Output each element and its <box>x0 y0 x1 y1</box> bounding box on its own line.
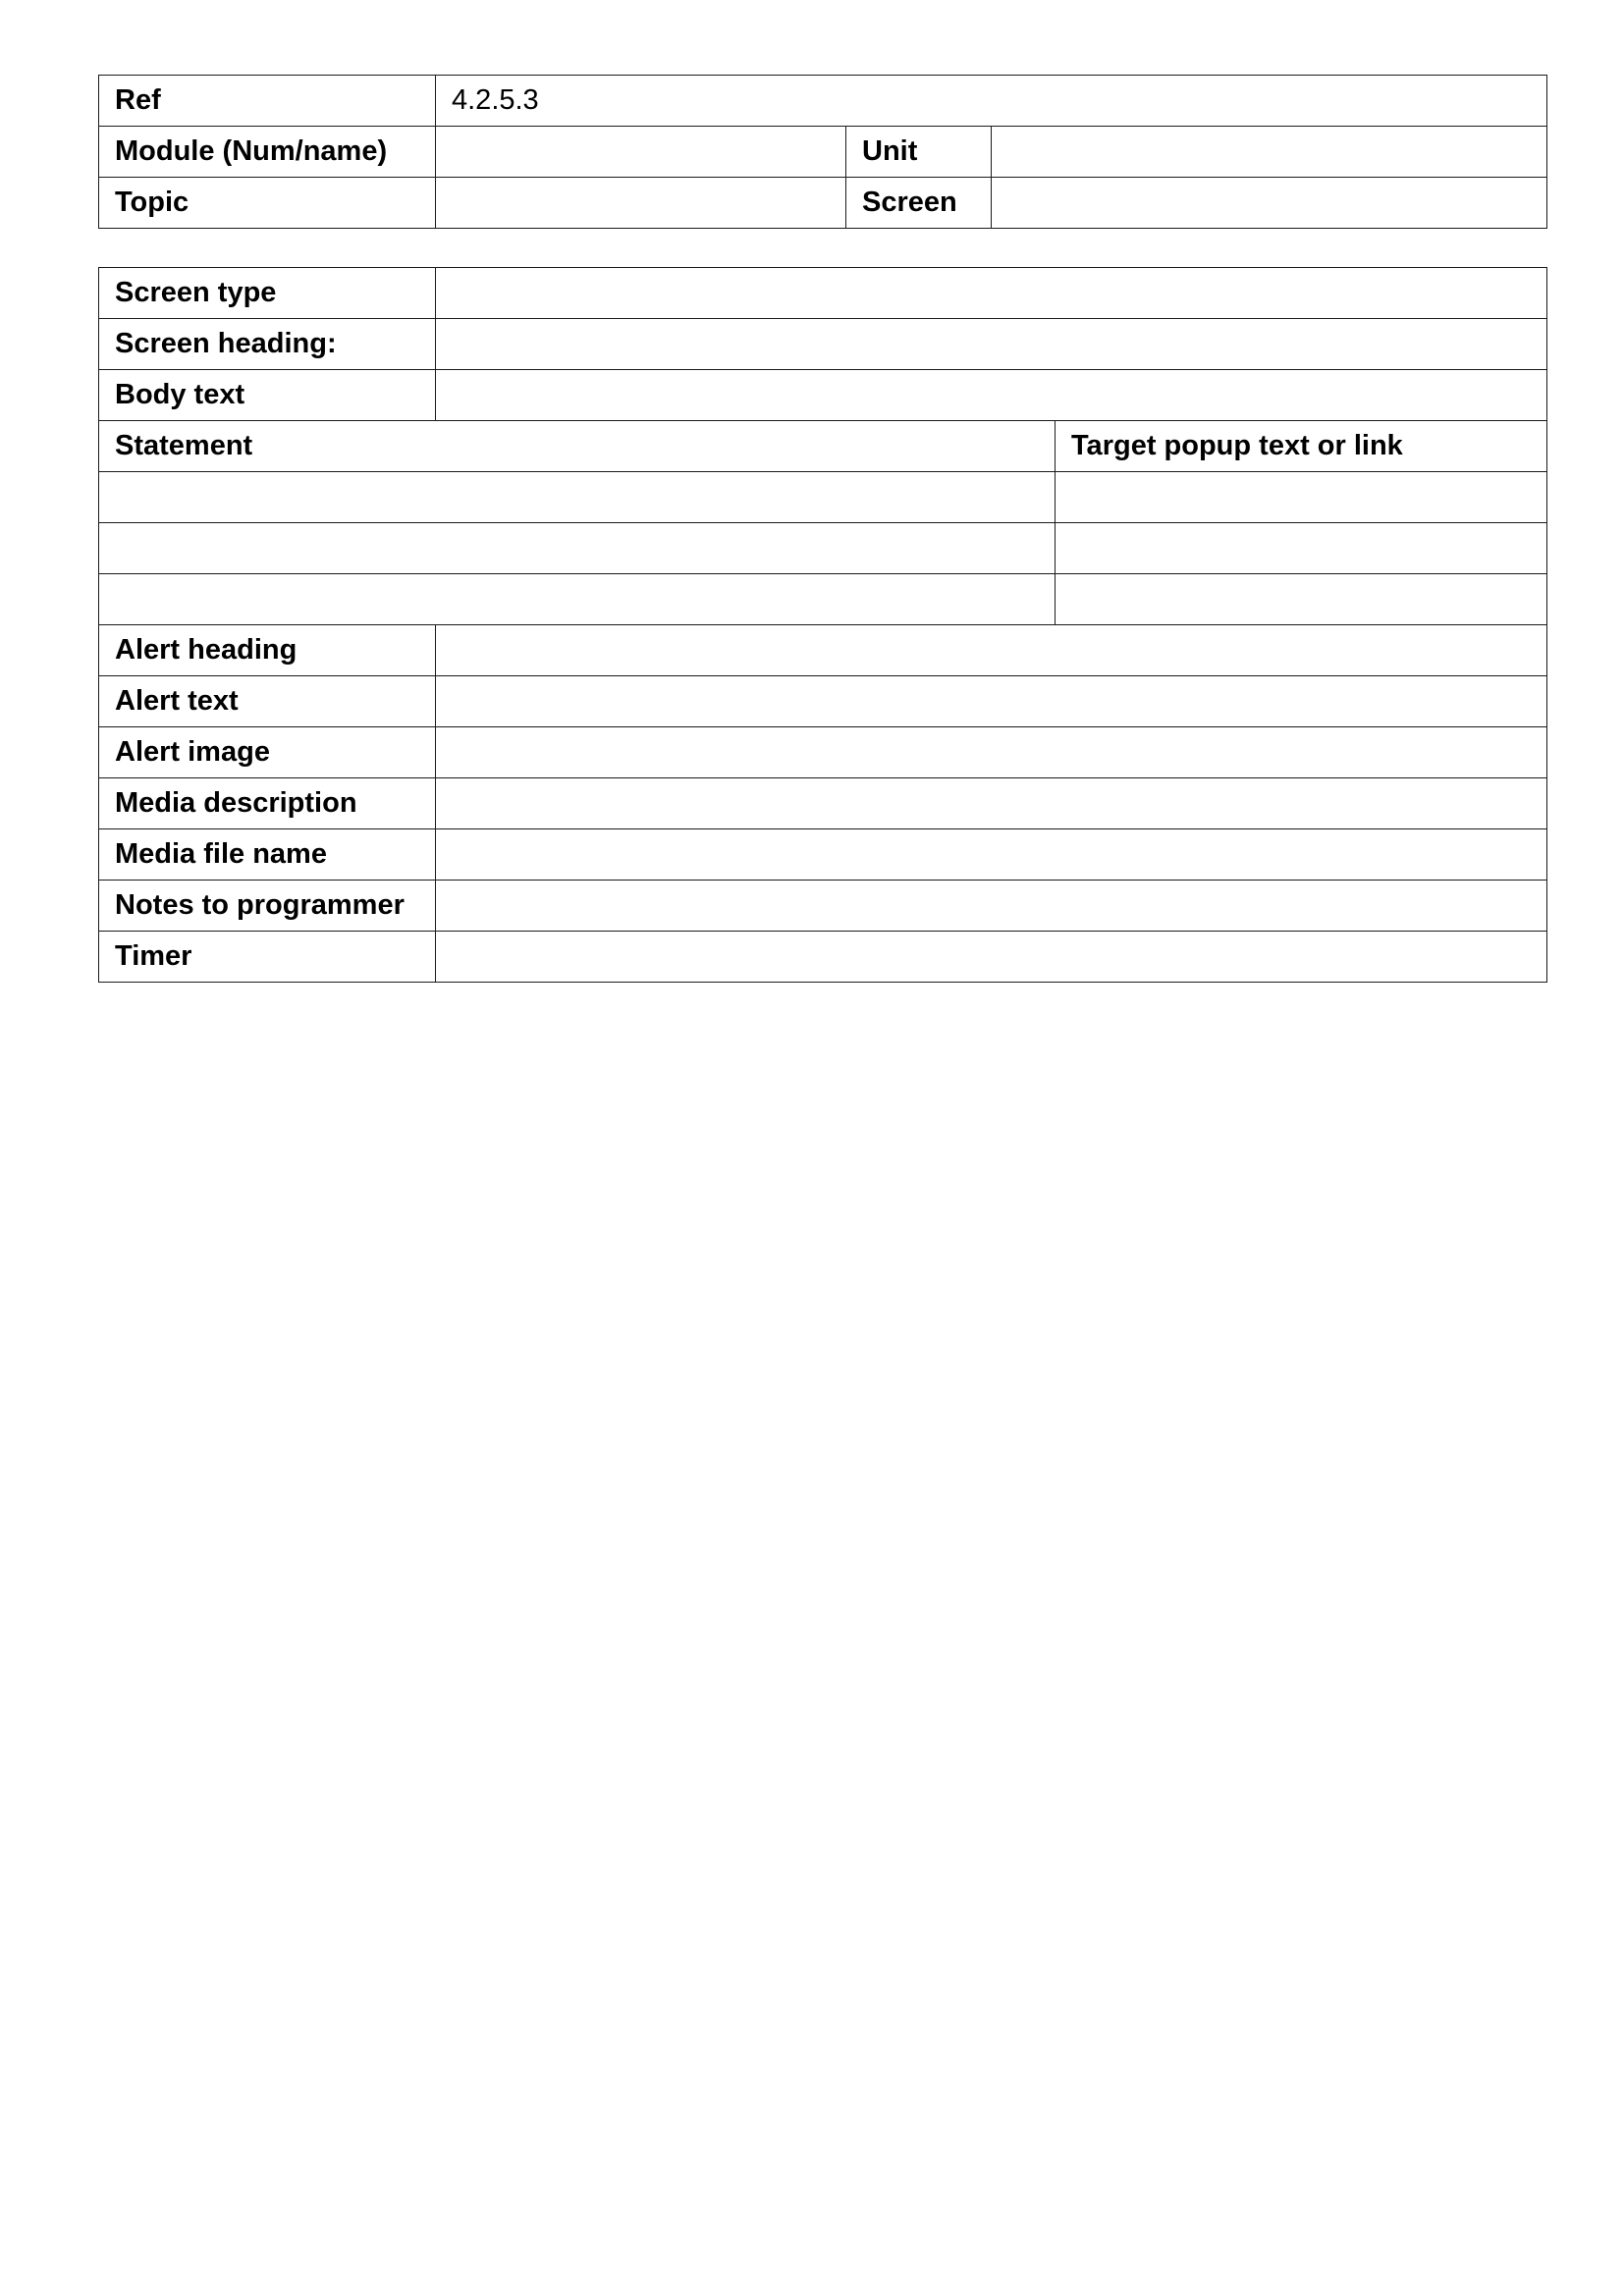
alert-text-label: Alert text <box>99 676 436 727</box>
statement-cell[interactable] <box>99 523 1056 574</box>
topic-label: Topic <box>99 178 436 229</box>
header-table <box>98 75 1547 229</box>
body-text-label: Body text <box>99 370 436 421</box>
statement-header: Statement <box>99 421 1056 472</box>
media-file-name-value[interactable] <box>436 829 1547 881</box>
notes-to-programmer-label: Notes to programmer <box>99 881 436 932</box>
screen-label: Screen <box>846 178 992 229</box>
notes-to-programmer-value[interactable] <box>436 881 1547 932</box>
alert-image-row <box>99 727 1547 778</box>
timer-value[interactable] <box>436 932 1547 983</box>
screen-heading-value[interactable] <box>436 319 1547 370</box>
target-header: Target popup text or link <box>1056 421 1547 472</box>
topic-value[interactable] <box>436 178 846 229</box>
target-cell[interactable] <box>1056 472 1547 523</box>
screen-value[interactable] <box>992 178 1547 229</box>
body-text-row <box>99 370 1547 421</box>
media-description-row <box>99 778 1547 829</box>
body-text-value[interactable] <box>436 370 1547 421</box>
media-file-name-row <box>99 829 1547 881</box>
module-label: Module (Num/name) <box>99 127 436 178</box>
timer-row <box>99 932 1547 983</box>
unit-value[interactable] <box>992 127 1547 178</box>
ref-value[interactable]: 4.2.5.3 <box>436 76 1547 127</box>
alert-image-value[interactable] <box>436 727 1547 778</box>
screen-type-value[interactable] <box>436 268 1547 319</box>
module-value[interactable] <box>436 127 846 178</box>
statement-row <box>99 574 1547 625</box>
screen-type-label: Screen type <box>99 268 436 319</box>
ref-label: Ref <box>99 76 436 127</box>
timer-label: Timer <box>99 932 436 983</box>
alert-text-value[interactable] <box>436 676 1547 727</box>
alert-heading-row <box>99 625 1547 676</box>
module-row <box>99 127 1547 178</box>
media-description-label: Media description <box>99 778 436 829</box>
unit-label: Unit <box>846 127 992 178</box>
screen-heading-label: Screen heading: <box>99 319 436 370</box>
statement-header-row <box>99 421 1547 472</box>
alert-image-label: Alert image <box>99 727 436 778</box>
ref-row <box>99 76 1547 127</box>
topic-row <box>99 178 1547 229</box>
alert-text-row <box>99 676 1547 727</box>
screen-type-row <box>99 268 1547 319</box>
target-cell[interactable] <box>1056 574 1547 625</box>
statement-row <box>99 472 1547 523</box>
statement-cell[interactable] <box>99 472 1056 523</box>
alert-heading-value[interactable] <box>436 625 1547 676</box>
target-cell[interactable] <box>1056 523 1547 574</box>
alert-heading-label: Alert heading <box>99 625 436 676</box>
statement-cell[interactable] <box>99 574 1056 625</box>
statement-row <box>99 523 1547 574</box>
screen-table <box>98 267 1547 983</box>
notes-to-programmer-row <box>99 881 1547 932</box>
media-description-value[interactable] <box>436 778 1547 829</box>
screen-heading-row <box>99 319 1547 370</box>
media-file-name-label: Media file name <box>99 829 436 881</box>
